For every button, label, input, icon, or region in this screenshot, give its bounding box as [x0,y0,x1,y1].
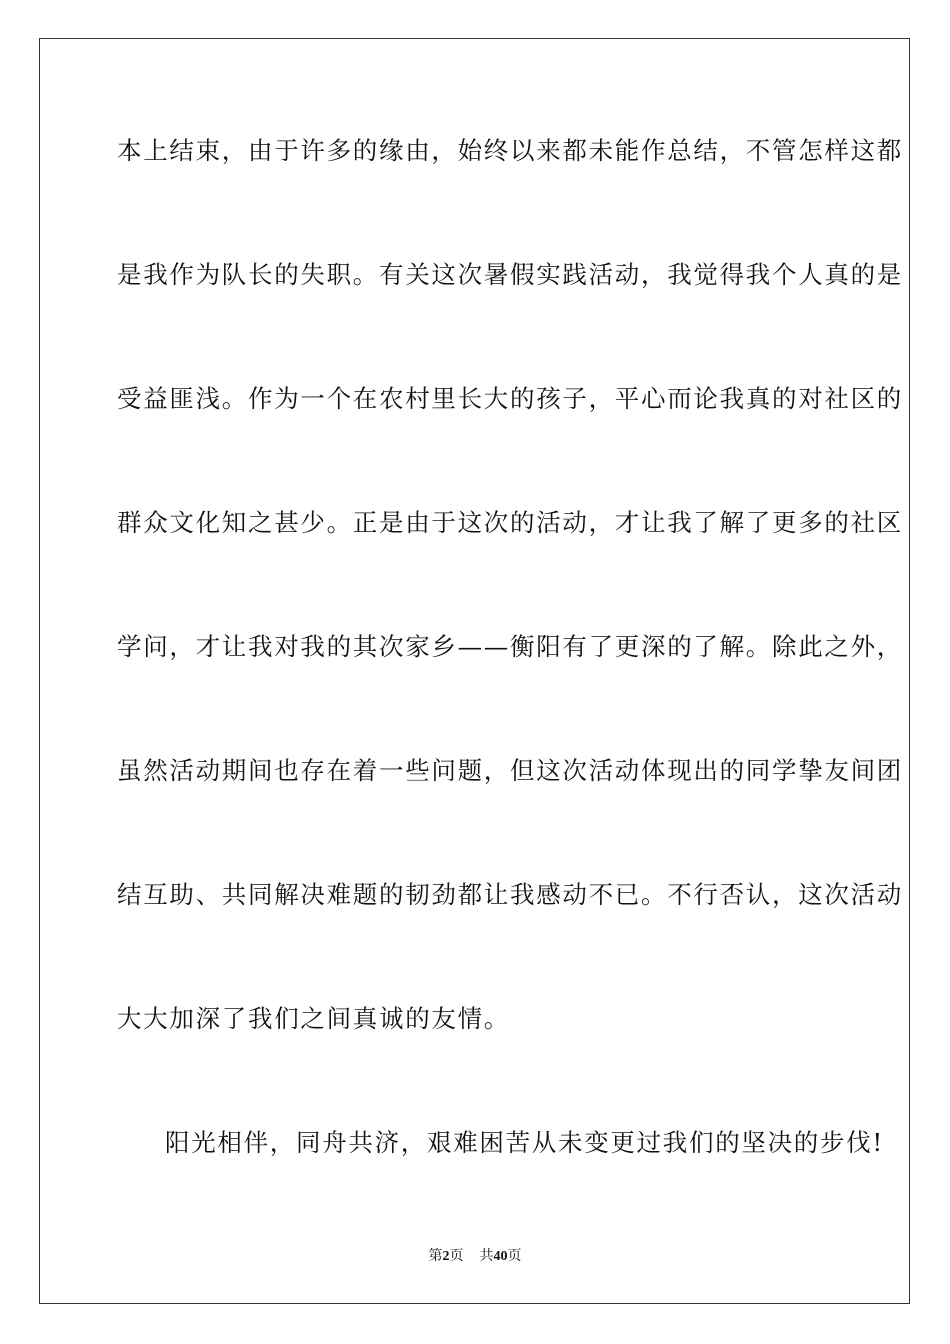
page-footer [0,1248,950,1266]
text-line-1: 本上结束，由于许多的缘由，始终以来都未能作总结，不管怎样这都 [117,136,903,165]
total-suffix: 页 [507,1249,522,1264]
text-line-2: 是我作为队长的失职。有关这次暑假实践活动，我觉得我个人真的是 [117,260,903,289]
text-line-4: 群众文化知之甚少。正是由于这次的活动，才让我了解了更多的社区 [117,508,903,537]
total-prefix: 共 [479,1249,494,1264]
page-number: 2 [442,1249,450,1264]
page-border [39,38,910,1304]
page-prefix: 第 [428,1249,443,1264]
page-suffix: 页 [449,1249,464,1264]
text-line-8: 大大加深了我们之间真诚的友情。 [117,1004,510,1033]
text-line-3: 受益匪浅。作为一个在农村里长大的孩子，平心而论我真的对社区的 [117,384,903,413]
text-line-7: 结互助、共同解决难题的韧劲都让我感动不已。不行否认，这次活动 [117,880,903,909]
text-line-5: 学问，才让我对我的其次家乡——衡阳有了更深的了解。除此之外， [117,632,903,661]
total-pages: 40 [493,1249,508,1264]
text-line-6: 虽然活动期间也存在着一些问题，但这次活动体现出的同学挚友间团 [117,756,903,785]
closing-line: 阳光相伴，同舟共济，艰难困苦从未变更过我们的坚决的步伐! [165,1128,884,1157]
